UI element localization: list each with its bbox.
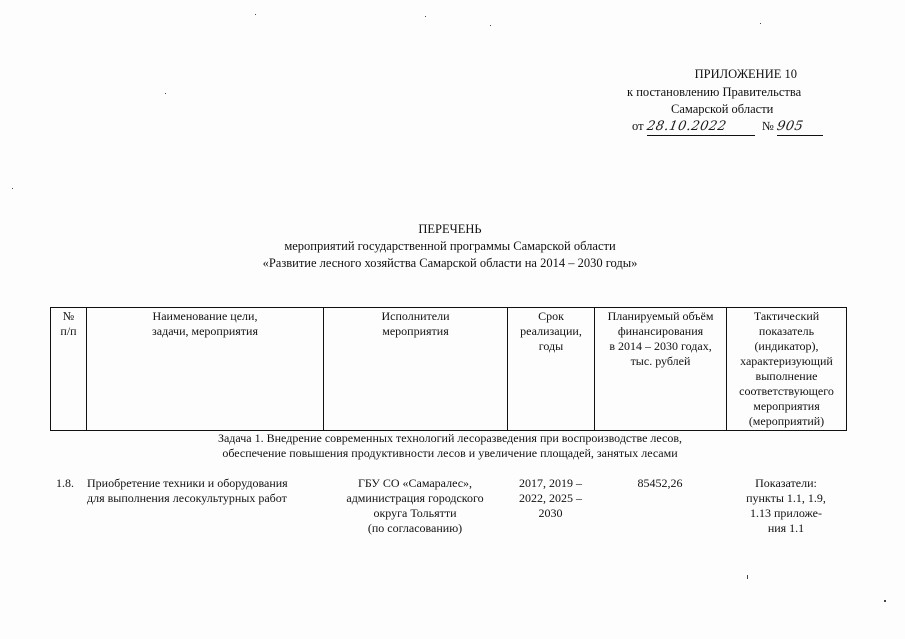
appendix-block	[560, 66, 797, 83]
row-indicator-line: Показатели:	[755, 476, 817, 490]
col-header-text: мероприятия	[753, 399, 820, 413]
col-header-executors	[324, 308, 508, 431]
col-header-text: тыс. рублей	[630, 354, 691, 368]
col-header-text: выполнение	[755, 369, 818, 383]
col-header-text: Срок	[538, 309, 564, 323]
col-header-number	[51, 308, 87, 431]
row-executors-line: округа Тольятти	[373, 506, 457, 520]
row-period	[507, 476, 594, 521]
col-header-text: годы	[538, 339, 564, 353]
col-header-text: (мероприятий)	[748, 414, 825, 428]
row-period-line: 2022, 2025 –	[519, 491, 582, 505]
col-header-text: Наименование цели,	[152, 309, 258, 323]
row-indicator-line: пункты 1.1, 1.9,	[746, 491, 826, 505]
col-header-period	[508, 308, 595, 431]
row-number: 1.8.	[56, 476, 74, 490]
scan-speck	[490, 25, 491, 26]
scan-speck	[255, 14, 256, 15]
number-label: №	[761, 119, 774, 133]
from-label: от	[632, 119, 644, 133]
doc-title: ПЕРЕЧЕНЬ	[418, 222, 482, 236]
row-executors	[323, 476, 507, 536]
scan-speck	[747, 575, 748, 579]
date-field	[647, 118, 755, 136]
col-header-name	[87, 308, 324, 431]
row-name-line: для выполнения лесокультурных работ	[87, 491, 287, 505]
col-header-text: Планируемый объём	[607, 309, 714, 323]
scan-speck	[425, 16, 426, 17]
col-header-text: реализации,	[520, 324, 582, 338]
col-header-text: задачи, мероприятия	[152, 324, 258, 338]
appendix-date-line	[632, 118, 852, 136]
col-header-text: соответствующего	[739, 384, 834, 398]
col-header-text: №	[62, 309, 75, 323]
row-name-line: Приобретение техники и оборудования	[87, 476, 288, 490]
row-executors-line: администрация городского	[346, 491, 484, 505]
row-executors-line: ГБУ СО «Самаралес»,	[357, 476, 473, 490]
col-header-text: финансирования	[617, 324, 704, 338]
date-handwritten: 28.10.2022	[645, 119, 728, 134]
col-header-text: показатель	[758, 324, 815, 338]
row-name	[87, 476, 323, 506]
number-handwritten: 905	[775, 119, 805, 134]
row-indicator-line: ния 1.1	[767, 521, 805, 535]
row-period-line: 2030	[538, 506, 563, 520]
task-line-1: Задача 1. Внедрение современных технологий лесоразведения при воспроизводстве лесов,	[217, 431, 683, 445]
appendix-line1: к постановлению Правительства	[627, 85, 802, 99]
doc-subtitle-1: мероприятий государственной программы Самарской области	[284, 239, 616, 253]
number-field	[777, 118, 823, 136]
row-executors-line: (по согласованию)	[367, 521, 463, 535]
col-header-text: п/п	[60, 324, 77, 338]
col-header-indicator	[727, 308, 847, 431]
task-line-2: обеспечение повышения продуктивности лесов и увеличение площадей, занятых лесами	[222, 446, 678, 460]
col-header-text: мероприятия	[382, 324, 449, 338]
task-heading	[90, 431, 810, 461]
row-period-line: 2017, 2019 –	[519, 476, 582, 490]
scan-speck	[884, 600, 886, 602]
appendix-title: ПРИЛОЖЕНИЕ 10	[694, 67, 797, 81]
table-header	[50, 307, 847, 431]
doc-subtitle-2: «Развитие лесного хозяйства Самарской области на 2014 – 2030 годы»	[262, 256, 638, 270]
col-header-text: Тактический	[753, 309, 820, 323]
col-header-text: в 2014 – 2030 годах,	[609, 339, 712, 353]
appendix-line2: Самарской области	[671, 102, 774, 116]
col-header-text: Исполнители	[381, 309, 450, 323]
scan-speck	[165, 93, 166, 94]
scan-speck	[12, 188, 13, 189]
row-amount: 85452,26	[637, 476, 683, 490]
scan-speck	[760, 23, 761, 24]
col-header-amount	[595, 308, 727, 431]
col-header-text: характеризующий	[740, 354, 833, 368]
col-header-text: (индикатор),	[754, 339, 819, 353]
row-indicator-line: 1.13 приложе-	[750, 506, 822, 520]
row-indicator	[726, 476, 846, 536]
